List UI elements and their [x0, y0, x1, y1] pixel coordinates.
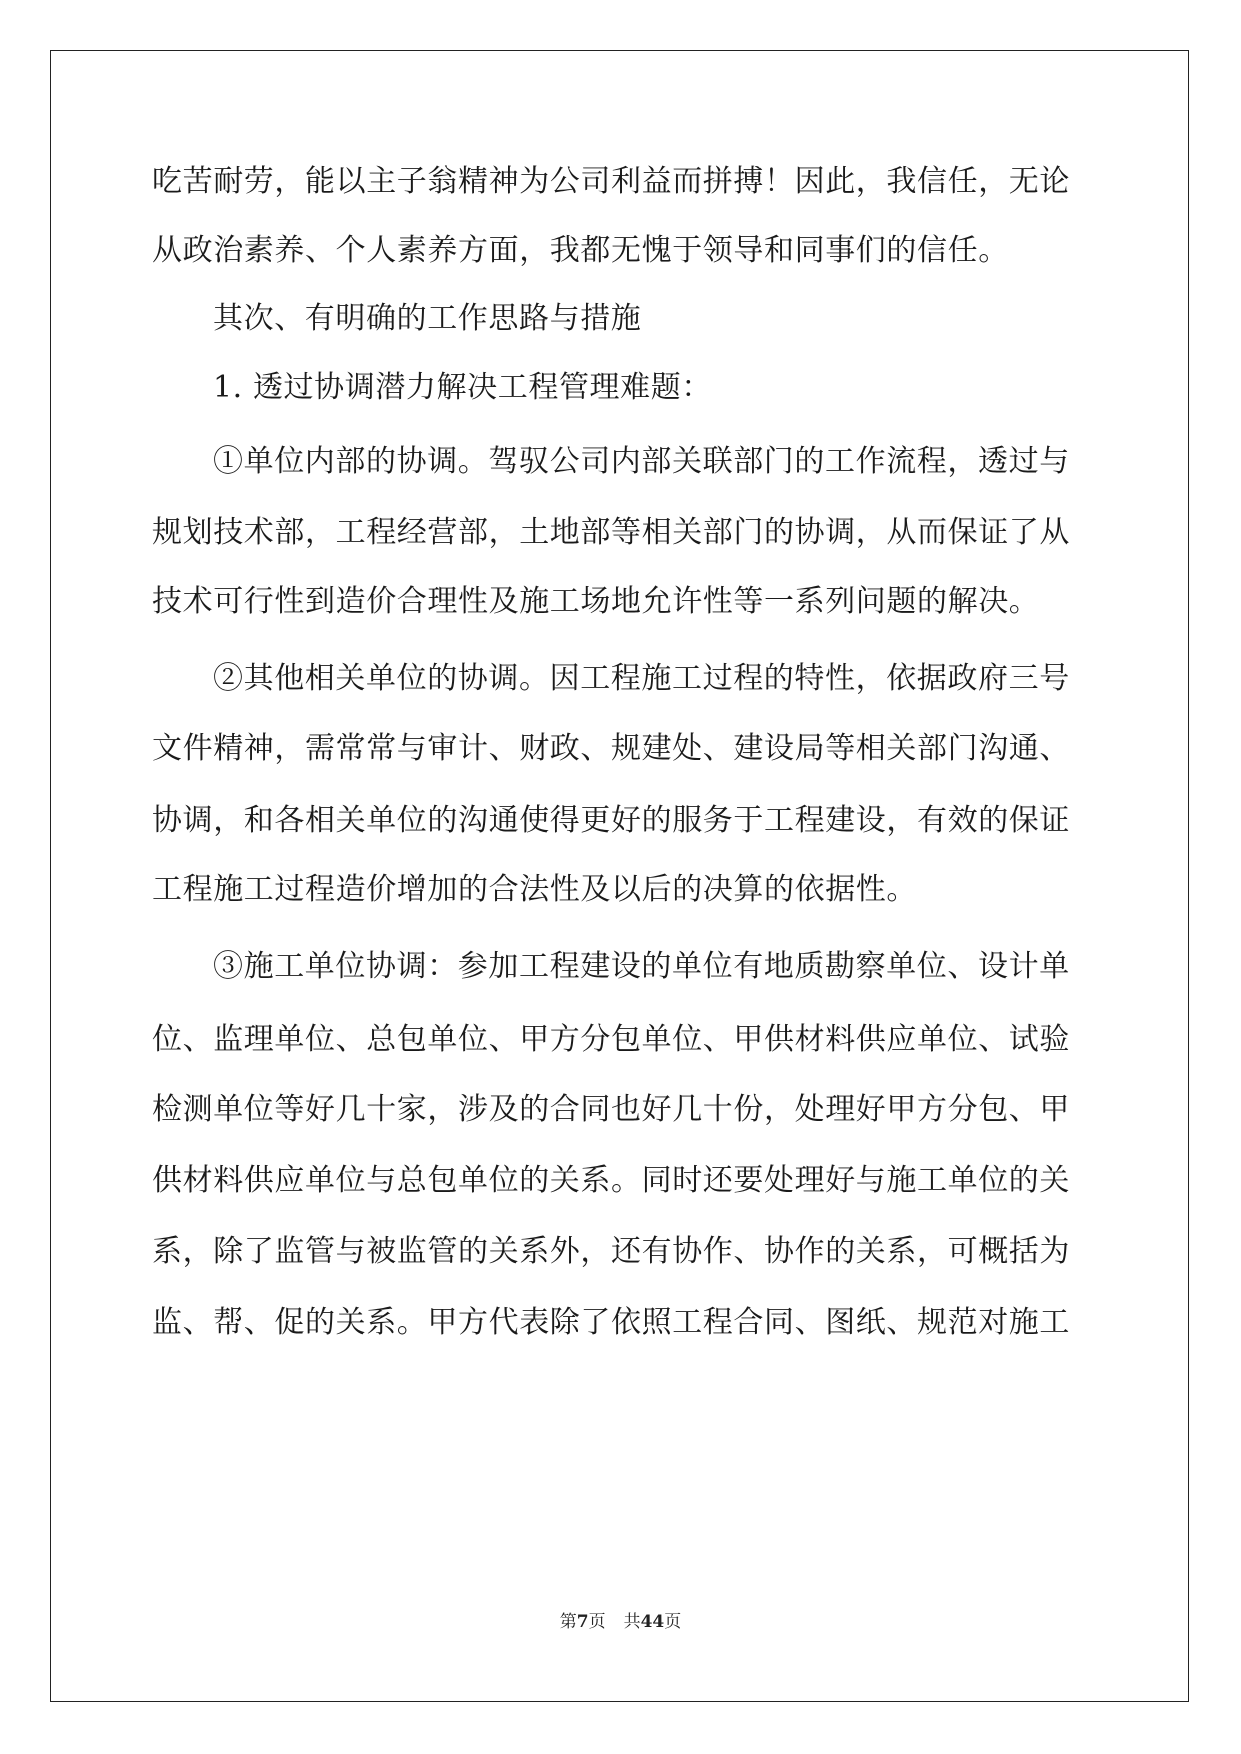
page-number: 7	[576, 1612, 589, 1632]
section-heading: 其次、有明确的工作思路与措施	[213, 301, 642, 336]
subsection-heading: 1. 透过协调潜力解决工程管理难题：	[213, 370, 712, 405]
paragraph-line: ①单位内部的协调。驾驭公司内部关联部门的工作流程，透过与	[213, 444, 1070, 479]
page-prefix: 第	[559, 1612, 577, 1632]
paragraph-line: 监、帮、促的关系。甲方代表除了依照工程合同、图纸、规范对施工	[152, 1305, 1070, 1340]
page-footer	[0, 1610, 1241, 1634]
paragraph-line: 位、监理单位、总包单位、甲方分包单位、甲供材料供应单位、试验	[152, 1022, 1070, 1057]
paragraph-line: 吃苦耐劳，能以主子翁精神为公司利益而拼搏！因此，我信任，无论	[152, 164, 1070, 199]
total-suffix: 页	[664, 1612, 682, 1632]
paragraph-line: 规划技术部，工程经营部，土地部等相关部门的协调，从而保证了从	[152, 515, 1070, 550]
paragraph-line: 协调，和各相关单位的沟通使得更好的服务于工程建设，有效的保证	[152, 803, 1070, 838]
page-suffix: 页	[588, 1612, 606, 1632]
paragraph-line: ③施工单位协调：参加工程建设的单位有地质勘察单位、设计单	[213, 949, 1070, 984]
paragraph-line: 从政治素养、个人素养方面，我都无愧于领导和同事们的信任。	[152, 233, 1009, 268]
paragraph-line: 系，除了监管与被监管的关系外，还有协作、协作的关系，可概括为	[152, 1234, 1070, 1269]
total-pages: 44	[640, 1612, 665, 1632]
paragraph-line: 工程施工过程造价增加的合法性及以后的决算的依据性。	[152, 872, 917, 907]
paragraph-line: 技术可行性到造价合理性及施工场地允许性等一系列问题的解决。	[152, 584, 1040, 619]
paragraph-line: ②其他相关单位的协调。因工程施工过程的特性，依据政府三号	[213, 661, 1070, 696]
total-prefix: 共	[623, 1612, 641, 1632]
paragraph-line: 文件精神，需常常与审计、财政、规建处、建设局等相关部门沟通、	[152, 731, 1070, 766]
paragraph-line: 供材料供应单位与总包单位的关系。同时还要处理好与施工单位的关	[152, 1163, 1070, 1198]
paragraph-line: 检测单位等好几十家，涉及的合同也好几十份，处理好甲方分包、甲	[152, 1092, 1070, 1127]
